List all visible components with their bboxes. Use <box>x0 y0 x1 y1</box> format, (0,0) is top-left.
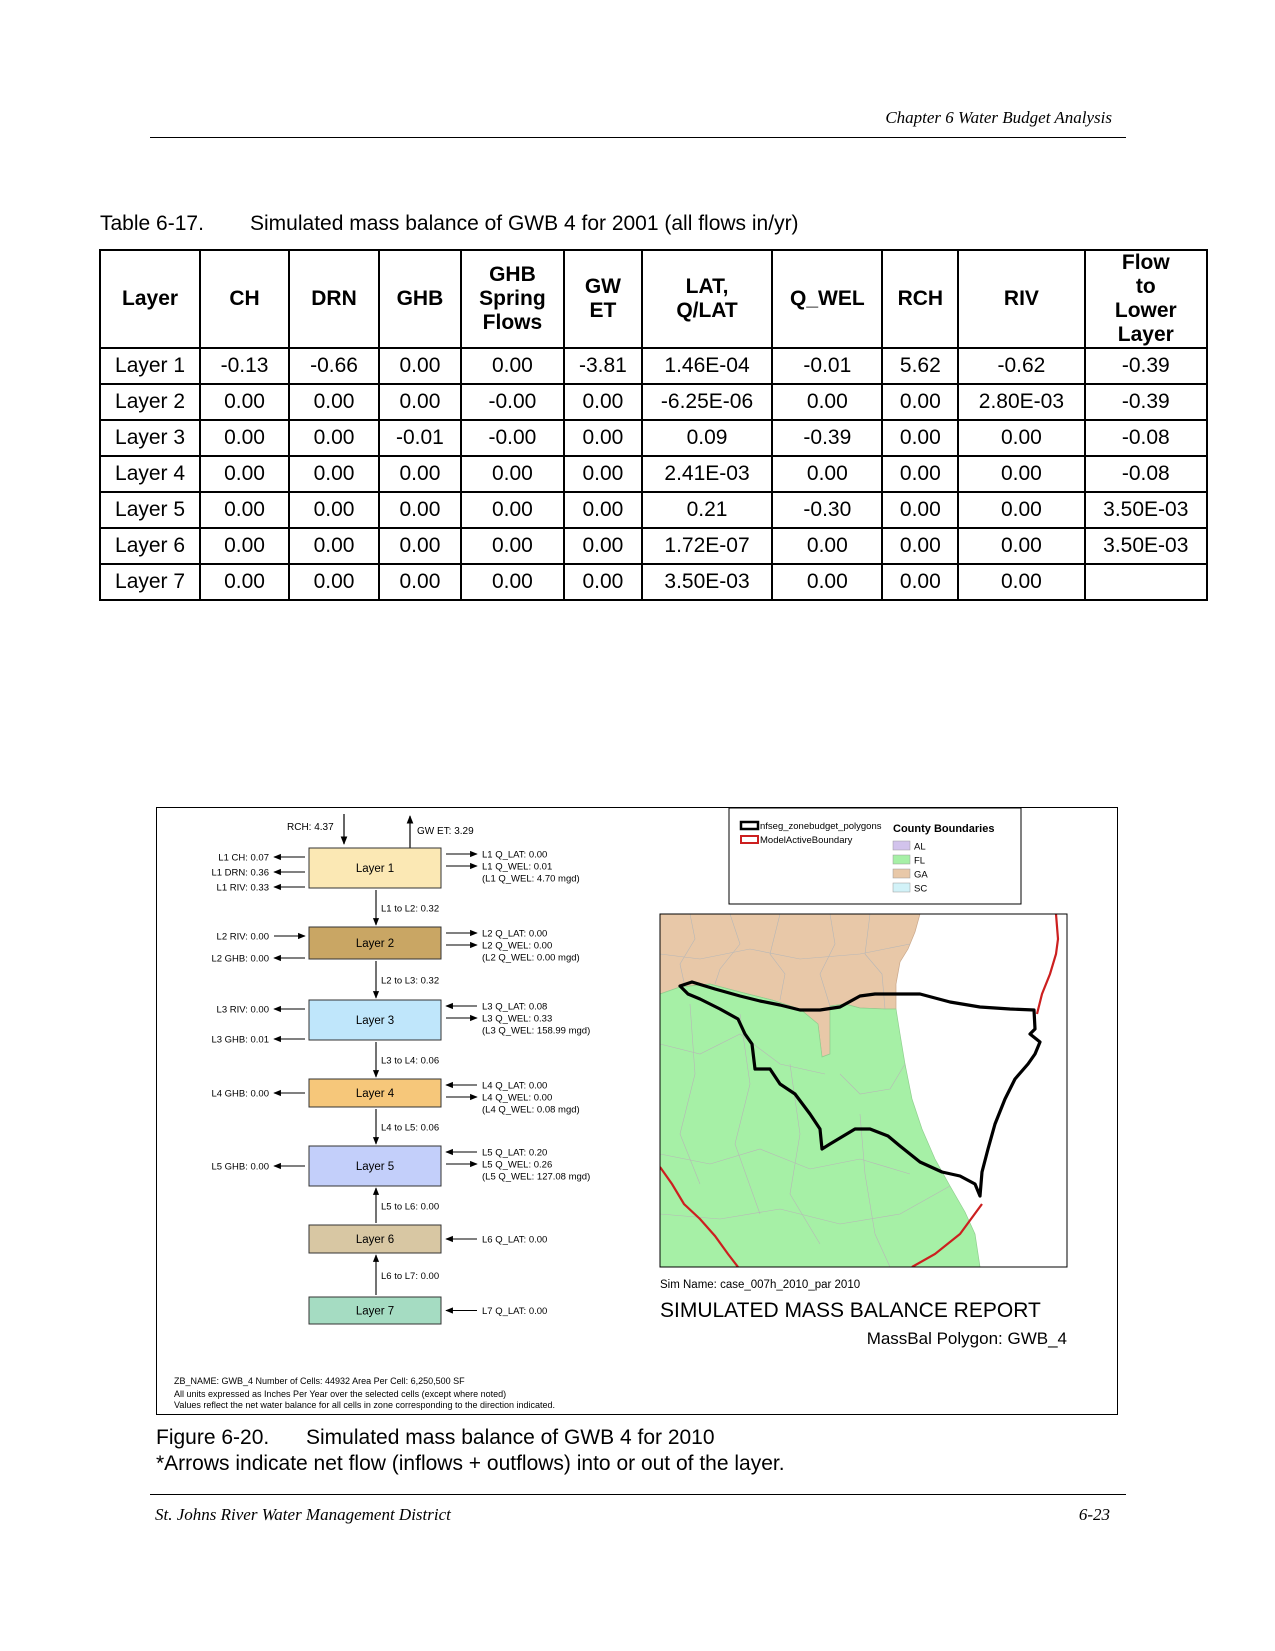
table-cell: 0.00 <box>289 528 379 564</box>
vertical-flow-label: L1 to L2: 0.32 <box>381 903 440 915</box>
table-cell: -0.13 <box>200 348 289 384</box>
table-row <box>100 348 1207 384</box>
right-flow-label: (L1 Q_WEL: 4.70 mgd) <box>482 873 580 885</box>
right-flow-label: L6 Q_LAT: 0.00 <box>482 1234 548 1246</box>
table-cell: 0.00 <box>379 456 461 492</box>
county-swatch <box>893 869 910 878</box>
table-cell: Layer 3 <box>100 420 200 456</box>
table-cell: 0.00 <box>379 528 461 564</box>
left-flow-label: L4 GHB: 0.00 <box>211 1088 269 1100</box>
county-label: SC <box>914 883 928 895</box>
table-cell: 0.00 <box>379 384 461 420</box>
table-number: Table 6-17. <box>100 212 204 235</box>
county-swatch <box>893 841 910 850</box>
layer-diagram <box>211 848 590 1324</box>
page-header: Chapter 6 Water Budget Analysis <box>885 108 1112 127</box>
table-cell: 0.00 <box>564 420 642 456</box>
figure-caption <box>156 1425 785 1477</box>
layer-label: Layer 4 <box>355 1088 395 1100</box>
units-note: All units expressed as Inches Per Year over the selected cells (except where noted) <box>174 1389 507 1399</box>
column-header: Q_WEL <box>772 250 882 348</box>
table-cell: 0.00 <box>200 564 289 600</box>
table-cell: 0.00 <box>882 456 958 492</box>
county-label: FL <box>914 855 926 867</box>
table-cell: 0.00 <box>958 456 1084 492</box>
table-cell: 0.00 <box>564 456 642 492</box>
sim-name: Sim Name: case_007h_2010_par 2010 <box>660 1279 861 1291</box>
table-cell: Layer 2 <box>100 384 200 420</box>
table-row <box>100 384 1207 420</box>
layer-label: Layer 3 <box>355 1015 395 1027</box>
table-cell: 0.00 <box>772 564 882 600</box>
column-header: Flow to Lower Layer <box>1085 250 1207 348</box>
table-cell: 0.00 <box>461 564 564 600</box>
table-cell: -0.00 <box>461 420 564 456</box>
vertical-flow-label: L3 to L4: 0.06 <box>381 1055 440 1067</box>
column-header: GHB Spring Flows <box>461 250 564 348</box>
table-cell: 0.00 <box>289 384 379 420</box>
table-cell: 0.00 <box>882 492 958 528</box>
legend-label-polygons: nfseg_zonebudget_polygons <box>760 821 882 832</box>
table-cell: 0.00 <box>882 528 958 564</box>
table-cell <box>1085 564 1207 600</box>
table-cell: -0.01 <box>772 348 882 384</box>
table-cell: Layer 7 <box>100 564 200 600</box>
table-cell: -6.25E-06 <box>642 384 772 420</box>
column-header: CH <box>200 250 289 348</box>
table-cell: 0.00 <box>564 384 642 420</box>
right-flow-label: L4 Q_WEL: 0.00 <box>482 1092 553 1104</box>
right-flow-label: L7 Q_LAT: 0.00 <box>482 1306 548 1317</box>
rch-label: RCH: 4.37 <box>287 822 334 833</box>
table-cell: 0.00 <box>958 492 1084 528</box>
table-cell: 0.00 <box>958 564 1084 600</box>
right-flow-label: L1 Q_WEL: 0.01 <box>482 861 553 873</box>
table-cell: -0.39 <box>1085 384 1207 420</box>
table-cell: 5.62 <box>882 348 958 384</box>
table-cell: 0.00 <box>772 528 882 564</box>
page-number: 6-23 <box>1078 1505 1110 1524</box>
report-title: SIMULATED MASS BALANCE REPORT <box>660 1299 1041 1322</box>
vertical-flow-label: L4 to L5: 0.06 <box>381 1122 440 1134</box>
right-flow-label: L2 Q_LAT: 0.00 <box>482 928 548 940</box>
table-cell: -3.81 <box>564 348 642 384</box>
left-flow-label: L3 GHB: 0.01 <box>211 1034 269 1046</box>
table-header-row <box>100 250 1207 348</box>
table-row <box>100 564 1207 600</box>
table-cell: 0.00 <box>200 420 289 456</box>
table-cell: -0.62 <box>958 348 1084 384</box>
table-cell: 0.00 <box>379 492 461 528</box>
layer-label: Layer 6 <box>355 1234 395 1246</box>
right-flow-label: L3 Q_WEL: 0.33 <box>482 1013 553 1025</box>
left-flow-label: L2 GHB: 0.00 <box>211 953 269 965</box>
table-cell: 0.00 <box>289 564 379 600</box>
right-flow-label: L2 Q_WEL: 0.00 <box>482 940 553 952</box>
table-cell: Layer 4 <box>100 456 200 492</box>
left-flow-label: L1 CH: 0.07 <box>218 852 269 864</box>
left-flow-label: L1 DRN: 0.36 <box>211 867 269 879</box>
right-flow-label: (L3 Q_WEL: 158.99 mgd) <box>482 1025 591 1037</box>
right-flow-label: L5 Q_WEL: 0.26 <box>482 1159 553 1171</box>
map-frame <box>660 914 1067 1267</box>
county-swatch <box>893 883 910 892</box>
table-cell: 1.46E-04 <box>642 348 772 384</box>
table-cell: 0.00 <box>772 456 882 492</box>
right-flow-label: L4 Q_LAT: 0.00 <box>482 1080 548 1092</box>
left-flow-label: L1 RIV: 0.33 <box>216 882 269 894</box>
table-row <box>100 528 1207 564</box>
table-cell: Layer 1 <box>100 348 200 384</box>
table-cell: 0.00 <box>200 528 289 564</box>
table-cell: -0.39 <box>1085 348 1207 384</box>
table-cell: 0.00 <box>772 384 882 420</box>
right-flow-label: (L2 Q_WEL: 0.00 mgd) <box>482 952 580 964</box>
table-title: Simulated mass balance of GWB 4 for 2001 (all flows in/yr) <box>250 212 799 235</box>
layer-label: Layer 1 <box>355 863 395 875</box>
table-cell: 1.72E-07 <box>642 528 772 564</box>
column-header: RIV <box>958 250 1084 348</box>
table-cell: 2.80E-03 <box>958 384 1084 420</box>
table-cell: -0.08 <box>1085 456 1207 492</box>
table-cell: -0.39 <box>772 420 882 456</box>
table-cell: 0.00 <box>461 348 564 384</box>
table-cell: 0.00 <box>882 420 958 456</box>
figure-number: Figure 6-20. <box>156 1426 270 1449</box>
left-flow-label: L2 RIV: 0.00 <box>216 931 269 943</box>
table-caption <box>100 212 799 236</box>
table-cell: -0.00 <box>461 384 564 420</box>
table-cell: 0.00 <box>200 492 289 528</box>
column-header: GHB <box>379 250 461 348</box>
table-cell: -0.08 <box>1085 420 1207 456</box>
table-cell: 0.00 <box>882 384 958 420</box>
left-flow-label: L3 RIV: 0.00 <box>216 1004 269 1016</box>
table-cell: 0.00 <box>958 420 1084 456</box>
column-header: RCH <box>882 250 958 348</box>
vertical-flow-label: L6 to L7: 0.00 <box>381 1271 440 1282</box>
zone-note: ZB_NAME: GWB_4 Number of Cells: 44932 Area Per Cell: 6,250,500 SF <box>174 1376 465 1386</box>
table-cell: 0.00 <box>200 384 289 420</box>
table-cell: Layer 5 <box>100 492 200 528</box>
table-row <box>100 420 1207 456</box>
county-swatch <box>893 855 910 864</box>
table-cell: 3.50E-03 <box>1085 492 1207 528</box>
county-label: GA <box>914 869 928 881</box>
table-cell: 0.00 <box>200 456 289 492</box>
table-cell: Layer 6 <box>100 528 200 564</box>
table-cell: 0.09 <box>642 420 772 456</box>
table-cell: 2.41E-03 <box>642 456 772 492</box>
legend-county-title: County Boundaries <box>893 823 995 835</box>
header-rule <box>150 137 1126 138</box>
table-cell: 0.00 <box>289 456 379 492</box>
figure-title: Simulated mass balance of GWB 4 for 2010 <box>306 1426 715 1449</box>
table-cell: 0.00 <box>564 528 642 564</box>
table-cell: 0.00 <box>289 492 379 528</box>
county-label: AL <box>914 841 926 853</box>
table-cell: 0.00 <box>461 528 564 564</box>
table-cell: -0.66 <box>289 348 379 384</box>
legend-label-boundary: ModelActiveBoundary <box>760 835 853 846</box>
table-cell: 0.00 <box>564 564 642 600</box>
table-cell: 0.00 <box>379 348 461 384</box>
values-note: Values reflect the net water balance for all cells in zone corresponding to the direction indicated. <box>174 1400 556 1410</box>
figure-canvas <box>157 808 1117 1414</box>
mass-balance-table <box>99 249 1208 601</box>
table-cell: 0.00 <box>564 492 642 528</box>
table-cell: 3.50E-03 <box>642 564 772 600</box>
table-cell: -0.01 <box>379 420 461 456</box>
column-header: DRN <box>289 250 379 348</box>
right-flow-label: (L5 Q_WEL: 127.08 mgd) <box>482 1171 591 1183</box>
table-cell: 0.00 <box>461 456 564 492</box>
table-row <box>100 456 1207 492</box>
figure-note: *Arrows indicate net flow (inflows + outflows) into or out of the layer. <box>156 1452 785 1475</box>
footer-rule <box>150 1494 1126 1495</box>
gwet-label: GW ET: 3.29 <box>417 826 474 837</box>
massbal-polygon-label: MassBal Polygon: GWB_4 <box>866 1329 1067 1348</box>
table-cell: 0.21 <box>642 492 772 528</box>
right-flow-label: L5 Q_LAT: 0.20 <box>482 1147 548 1159</box>
table-cell: 0.00 <box>882 564 958 600</box>
table-row <box>100 492 1207 528</box>
mass-balance-figure <box>156 807 1118 1415</box>
left-flow-label: L5 GHB: 0.00 <box>211 1161 269 1173</box>
column-header: GW ET <box>564 250 642 348</box>
column-header: LAT, Q/LAT <box>642 250 772 348</box>
table-cell: 3.50E-03 <box>1085 528 1207 564</box>
column-header: Layer <box>100 250 200 348</box>
vertical-flow-label: L5 to L6: 0.00 <box>381 1201 440 1213</box>
vertical-flow-label: L2 to L3: 0.32 <box>381 975 440 987</box>
table-cell: 0.00 <box>379 564 461 600</box>
table-cell: -0.30 <box>772 492 882 528</box>
table-cell: 0.00 <box>958 528 1084 564</box>
table-cell: 0.00 <box>289 420 379 456</box>
table-cell: 0.00 <box>461 492 564 528</box>
layer-label: Layer 2 <box>355 938 395 950</box>
table-body <box>100 348 1207 600</box>
footer-organization: St. Johns River Water Management District <box>155 1505 451 1524</box>
layer-label: Layer 7 <box>355 1305 395 1318</box>
layer-label: Layer 5 <box>355 1161 395 1173</box>
right-flow-label: (L4 Q_WEL: 0.08 mgd) <box>482 1104 580 1116</box>
right-flow-label: L3 Q_LAT: 0.08 <box>482 1001 548 1013</box>
right-flow-label: L1 Q_LAT: 0.00 <box>482 849 548 861</box>
